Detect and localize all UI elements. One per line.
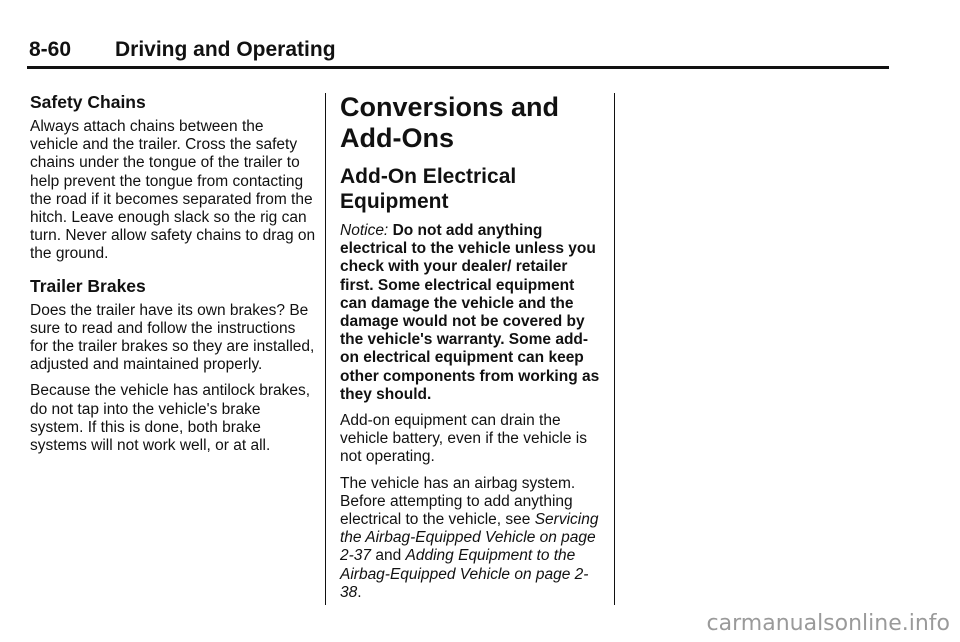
- adding-equipment-link[interactable]: Adding Equipment to the Airbag-Equipped Vehicle on page 2-38: [340, 547, 589, 601]
- left-column: [30, 92, 316, 463]
- safety-chains-heading: Safety Chains: [30, 92, 146, 112]
- column-divider-right: [614, 93, 615, 605]
- airbag-paragraph-text: The vehicle has an airbag system. Before attempting to add anything electrical to the vehicle, see: [340, 474, 576, 529]
- notice-block: [340, 222, 604, 404]
- battery-paragraph: Add-on equipment can drain the vehicle battery, even if the vehicle is not operating.: [340, 412, 587, 466]
- safety-chains-paragraph: Always attach chains between the vehicle and the trailer. Cross the safety chains under the tongue of the trailer to help prevent the tongue from contacting the road if it becomes separated from the hitch. Leave enough slack so the rig can turn. Never allow safety chains to drag on the ground.: [30, 118, 316, 263]
- airbag-paragraph: [340, 475, 604, 602]
- watermark-text: carmanualsonline.info: [706, 611, 950, 636]
- final-period: .: [357, 583, 362, 601]
- connector-text: and: [375, 547, 402, 565]
- trailer-brakes-paragraph-1: Does the trailer have its own brakes? Be sure to read and follow the instructions for the trailer brakes so they are installed, adjusted and maintained properly.: [30, 301, 315, 374]
- trailer-brakes-heading: Trailer Brakes: [30, 275, 146, 296]
- notice-text: Do not add anything electrical to the vehicle unless you check with your dealer/ retailer first. Some electrical equipment can damage the vehicle and the damage would not be covered by the vehicle's warranty. Some add-on electrical equipment can keep other components from working as they should.: [340, 222, 600, 403]
- servicing-airbag-link[interactable]: Servicing the Airbag-Equipped Vehicle on page 2-37: [340, 511, 599, 565]
- section-title: Driving and Operating: [115, 38, 336, 61]
- trailer-brakes-paragraph-2: Because the vehicle has antilock brakes, do not tap into the vehicle's brake system. If this is done, both brake systems will not work well, or at all.: [30, 382, 311, 455]
- conversions-heading: Conversions and Add-Ons: [340, 92, 560, 153]
- electrical-equipment-heading: Add-On Electrical Equipment: [340, 165, 517, 213]
- page-header: [27, 34, 889, 69]
- middle-column: [340, 92, 604, 610]
- column-divider-left: [325, 93, 326, 605]
- page-number: 8-60: [29, 38, 72, 61]
- notice-label: Notice:: [340, 222, 389, 239]
